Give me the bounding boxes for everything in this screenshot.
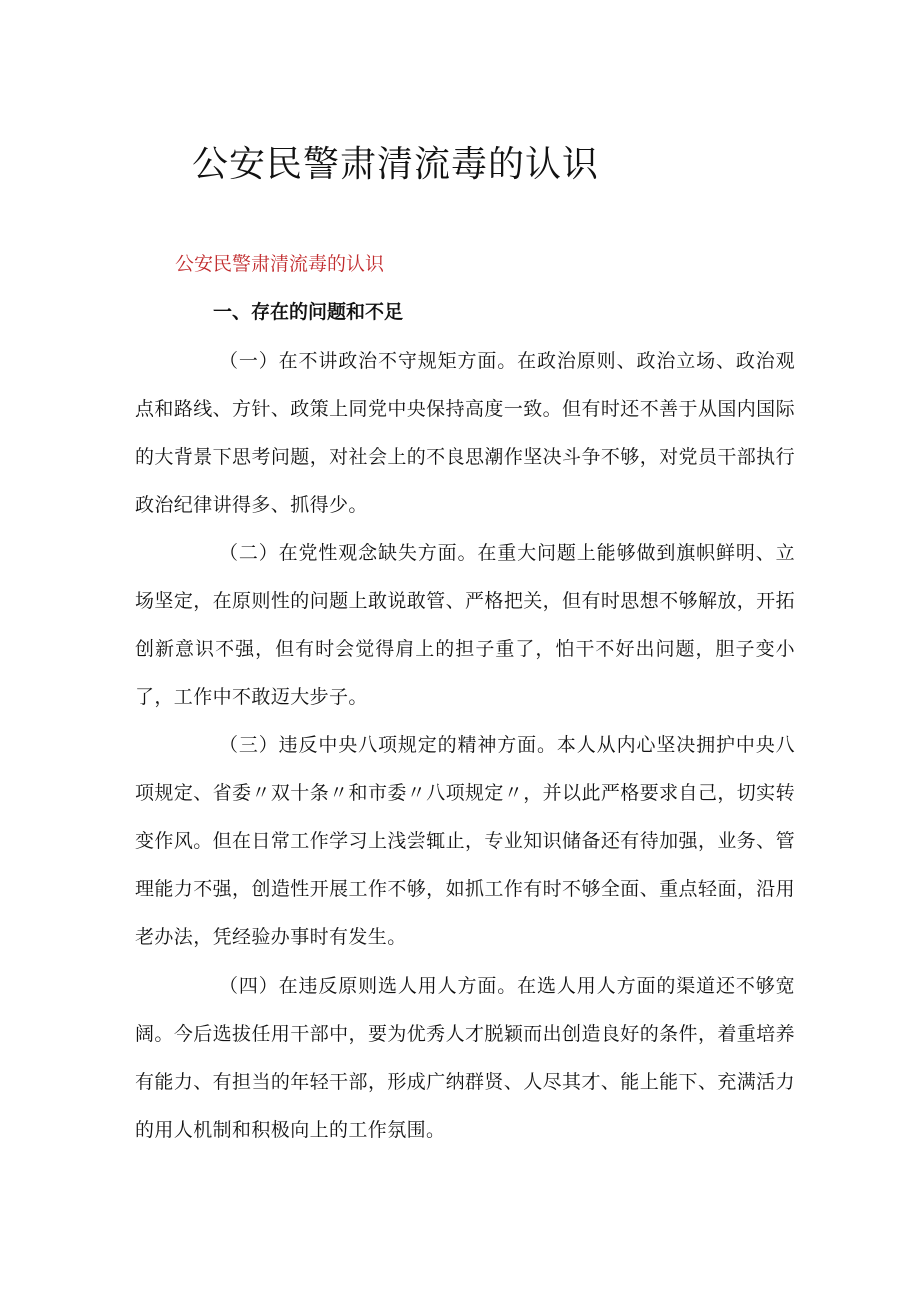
paragraph-3: （三）违反中央八项规定的精神方面。本人从内心坚决拥护中央八项规定、省委〃双十条〃和市委〃八项规定〃，并以此严格要求自己，切实转变作风。但在日常工作学习上浅尝辄止，专业知识储备还有待加强，业务、管理能力不强，创造性开展工作不够，如抓工作有时不够全面、重点轻面，沿用老办法，凭经验办事时有发生。 xyxy=(135,734,795,948)
section-heading: 一、存在的问题和不足 xyxy=(213,301,404,323)
paragraph-1: （一）在不讲政治不守规矩方面。在政治原则、政治立场、政治观点和路线、方针、政策上同党中央保持高度一致。但有时还不善于从国内国际的大背景下思考问题，对社会上的不良思潮作坚决斗争不够，对党员干部执行政治纪律讲得多、抓得少。 xyxy=(135,350,795,516)
document-subtitle: 公安民警肃清流毒的认识 xyxy=(175,253,385,275)
paragraph-4: （四）在违反原则选人用人方面。在选人用人方面的渠道还不够宽阔。今后选拔任用干部中，要为优秀人才脱颖而出创造良好的条件，着重培养有能力、有担当的年轻干部，形成广纳群贤、人尽其才、能上能下、充满活力的用人机制和积极向上的工作氛围。 xyxy=(135,975,795,1141)
document-title: 公安民警肃清流毒的认识 xyxy=(192,144,600,185)
paragraph-2: （二）在党性观念缺失方面。在重大问题上能够做到旗帜鲜明、立场坚定，在原则性的问题上敢说敢管、严格把关，但有时思想不够解放，开拓创新意识不强，但有时会觉得肩上的担子重了，怕干不好出问题，胆子变小了，工作中不敢迈大步子。 xyxy=(135,542,795,708)
